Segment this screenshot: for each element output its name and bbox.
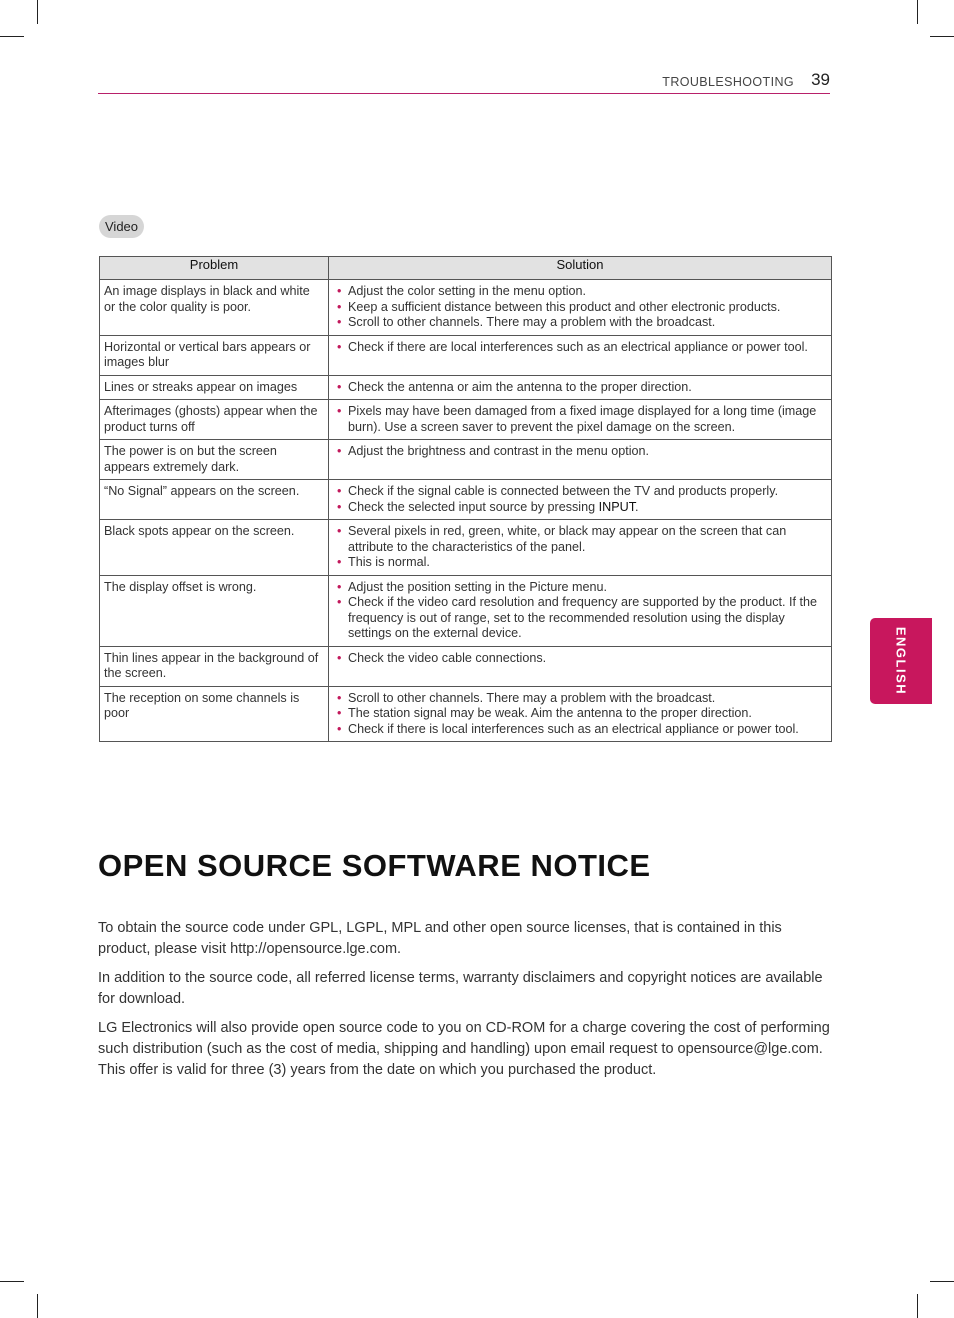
solution-item: • Check the video cable connections. [337,651,827,667]
table-row [100,520,832,576]
header-solution: Solution [329,257,832,280]
problem-cell: Thin lines appear in the background of the screen. [100,646,329,686]
language-tab [870,618,932,704]
solution-cell [329,400,832,440]
solution-cell [329,280,832,336]
table-row [100,375,832,400]
problem-cell: Afterimages (ghosts) appear when the product turns off [100,400,329,440]
table-row [100,686,832,742]
solution-item: • Check if the signal cable is connected between the TV and products properly. [337,484,827,500]
crop-mark [917,1294,918,1318]
solution-item: • Several pixels in red, green, white, or black may appear on the screen that can attribute to the characteristics of the panel. [337,524,827,555]
table-header-row [100,257,832,280]
oss-paragraph: To obtain the source code under GPL, LGPL, MPL and other open source licenses, that is contained in this product, please visit http://opensource.lge.com. [98,920,782,957]
table-row [100,440,832,480]
solution-item: • Check if the video card resolution and frequency are supported by the product. If the frequency is out of range, set to the recommended resolution using the display settings on the external device. [337,595,827,642]
solution-item: • Scroll to other channels. There may a problem with the broadcast. [337,315,827,331]
solution-cell [329,575,832,646]
oss-notice-title: OPEN SOURCE SOFTWARE NOTICE [98,848,651,883]
solution-item: • Pixels may have been damaged from a fixed image displayed for a long time (image burn). Use a screen saver to prevent the pixel damage on the screen. [337,404,827,435]
section-title: TROUBLESHOOTING [662,75,794,89]
table-row [100,335,832,375]
troubleshooting-table [99,256,832,742]
solution-cell [329,335,832,375]
page-header [98,68,830,94]
solution-item [337,500,827,516]
solution-cell [329,520,832,576]
solution-item: • Adjust the color setting in the menu option. [337,284,827,300]
input-keyword: INPUT [598,499,636,514]
table-row [100,400,832,440]
problem-cell: The reception on some channels is poor [100,686,329,742]
solution-item: • Check the antenna or aim the antenna to the proper direction. [337,380,827,396]
crop-mark [930,1281,954,1282]
solution-item: • Adjust the position setting in the Picture menu. [337,580,827,596]
oss-paragraph: LG Electronics will also provide open source code to you on CD-ROM for a charge covering the cost of performing such distribution (such as the cost of media, shipping and handling) upon email request to opensource@lge.com. This offer is valid for three (3) years from the date on which you purchased the product. [98,1020,830,1078]
solution-cell [329,375,832,400]
page-number: 39 [811,70,830,89]
keyword-suffix: . [635,499,639,514]
table-row [100,280,832,336]
problem-cell: Horizontal or vertical bars appears or images blur [100,335,329,375]
solution-text: Check the selected input source by pressing [348,499,599,514]
header-problem: Problem [100,257,329,280]
solution-cell [329,686,832,742]
solution-item: • The station signal may be weak. Aim the antenna to the proper direction. [337,706,827,722]
solution-item: • Check if there are local interferences such as an electrical appliance or power tool. [337,340,827,356]
crop-mark [0,36,24,37]
crop-mark [37,0,38,24]
problem-cell: An image displays in black and white or the color quality is poor. [100,280,329,336]
video-section-label: Video [99,215,144,238]
solution-cell [329,440,832,480]
solution-item: • Check if there is local interferences such as an electrical appliance or power tool. [337,722,827,738]
problem-cell: The display offset is wrong. [100,575,329,646]
table-row [100,646,832,686]
problem-cell: “No Signal” appears on the screen. [100,480,329,520]
table-row [100,575,832,646]
solution-cell [329,646,832,686]
language-tab-label: ENGLISH [893,626,909,696]
solution-cell [329,480,832,520]
table-row [100,480,832,520]
problem-cell: Lines or streaks appear on images [100,375,329,400]
problem-cell: Black spots appear on the screen. [100,520,329,576]
crop-mark [37,1294,38,1318]
solution-item: • Adjust the brightness and contrast in the menu option. [337,444,827,460]
crop-mark [930,36,954,37]
solution-item: • Keep a sufficient distance between this product and other electronic products. [337,300,827,316]
solution-item: • Scroll to other channels. There may a problem with the broadcast. [337,691,827,707]
oss-paragraph: In addition to the source code, all referred license terms, warranty disclaimers and copyright notices are available for download. [98,970,823,1007]
crop-mark [917,0,918,24]
oss-notice-body [98,918,832,1089]
crop-mark [0,1281,24,1282]
solution-item: • This is normal. [337,555,827,571]
problem-cell: The power is on but the screen appears extremely dark. [100,440,329,480]
